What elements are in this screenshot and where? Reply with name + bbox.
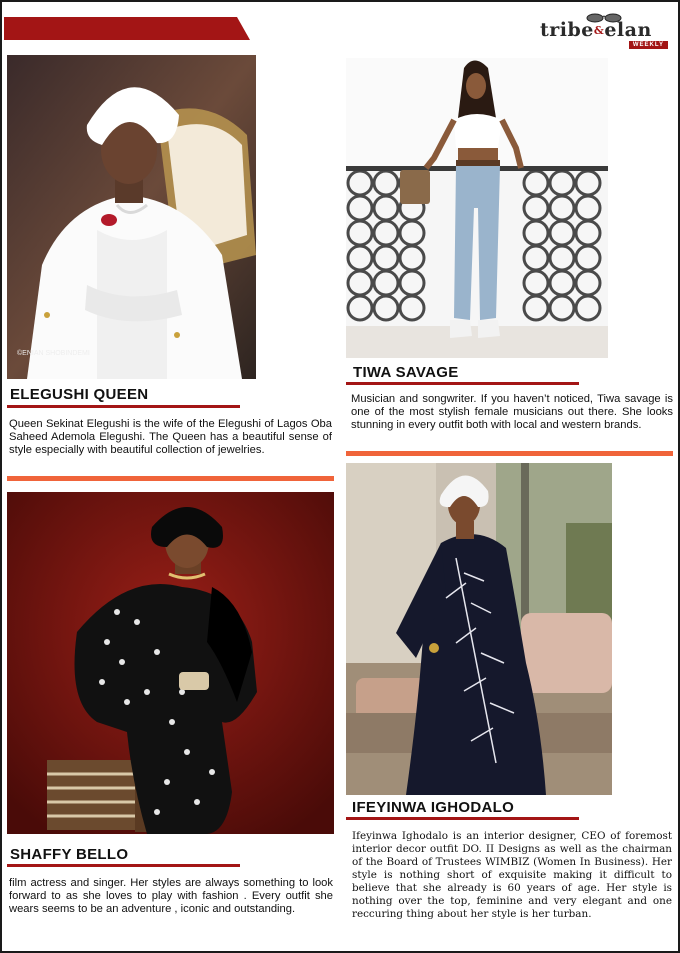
logo-ampersand: & <box>593 24 605 37</box>
profile-name-tiwa-savage: TIWA SAVAGE <box>353 364 459 381</box>
logo-weekly-tag: WEEKLY <box>629 41 668 49</box>
name-underline <box>346 382 579 385</box>
tiwa-savage-photo <box>346 58 608 358</box>
profile-name-shaffy-bello: SHAFFY BELLO <box>10 846 129 863</box>
name-underline <box>7 864 240 867</box>
logo-word-tribe: tribe <box>540 19 594 41</box>
elegushi-queen-photo <box>7 55 256 379</box>
brand-logo <box>540 15 668 55</box>
name-underline <box>7 405 240 408</box>
section-divider <box>346 451 673 456</box>
profile-bio-tiwa-savage: Musician and songwriter. If you haven’t noticed, Tiwa savage is one of the most stylish female musicians out there. She looks stunning in every outfit both with local and western brands. <box>351 393 673 431</box>
shaffy-bello-photo <box>7 492 334 834</box>
section-divider <box>7 476 334 481</box>
photo-credit: ©ENIAN SHOBINDEMI <box>17 350 90 357</box>
name-underline <box>346 817 579 820</box>
logo-word-elan: elan <box>604 19 652 41</box>
profile-bio-shaffy-bello: film actress and singer. Her styles are always something to look forward to as she loves to play with fashion . Every outfit she wears seems to be an adventure , iconic and outstanding. <box>9 877 333 915</box>
profile-name-ifeyinwa-ighodalo: IFEYINWA IGHODALO <box>352 799 515 816</box>
profile-bio-ifeyinwa-ighodalo: Ifeyinwa Ighodalo is an interior designer, CEO of foremost interior decor outfit DO. II Designs as well as the chairman of the Board of Trustees WIMBIZ (Women In Business). Her style is nothing short of exquisite making it difficult to believe that she already is 60 years of age. Her style is nothing over the top, feminine and very elegant and one reccuring thing about her style is her turban. <box>352 830 672 920</box>
header-banner <box>4 17 250 40</box>
logo-wordmark <box>540 19 652 41</box>
profile-bio-elegushi-queen: Queen Sekinat Elegushi is the wife of the Elegushi of Lagos Oba Saheed Ademola Elegushi. The Queen has a beautiful sense of style especially with beautiful collection of jewelries. <box>9 418 332 456</box>
profile-name-elegushi-queen: ELEGUSHI QUEEN <box>10 386 149 403</box>
ifeyinwa-ighodalo-photo <box>346 463 612 795</box>
